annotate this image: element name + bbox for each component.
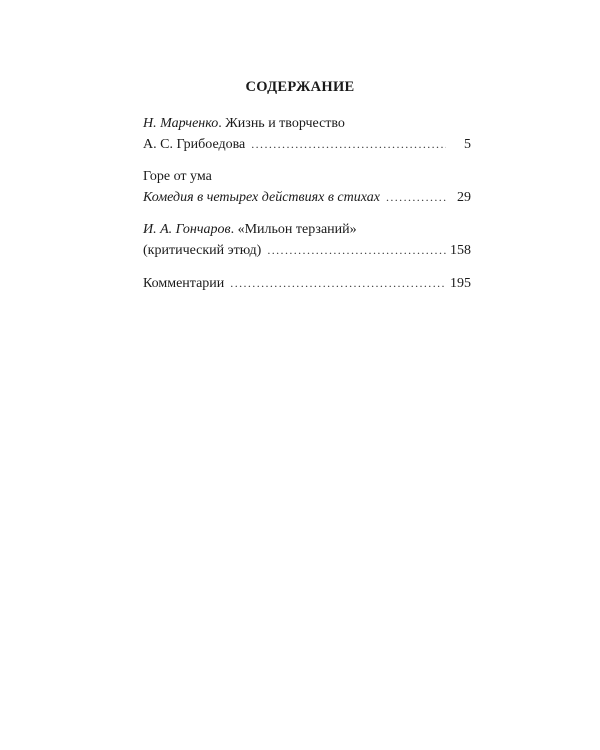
toc-entry-line	[143, 187, 471, 208]
toc-page-number: 158	[450, 243, 471, 258]
toc-page-number: 5	[464, 137, 471, 152]
toc-entry-line	[143, 114, 471, 134]
toc-entry-line	[143, 273, 471, 294]
toc-entry-heading	[143, 114, 345, 134]
toc-entry-marchenko	[143, 114, 471, 155]
toc-entry-line	[143, 134, 471, 155]
dot-leader	[386, 187, 446, 207]
toc-entry-author: И. А. Гончаров	[143, 222, 231, 237]
toc-entry-line	[143, 240, 471, 261]
toc-entry-gore-ot-uma	[143, 167, 471, 208]
table-of-contents	[143, 114, 471, 306]
toc-entry-title-continued: (критический этюд)	[143, 243, 262, 258]
toc-entry-line	[143, 220, 471, 240]
toc-entry-author: Н. Марченко	[143, 116, 219, 131]
toc-entry-kommentarii	[143, 273, 471, 294]
toc-entry-goncharov	[143, 220, 471, 261]
toc-title: СОДЕРЖАНИЕ	[245, 79, 355, 95]
dot-leader	[267, 240, 446, 260]
toc-entry-line	[143, 167, 471, 187]
toc-entry-title: . «Мильон терзаний»	[230, 222, 357, 237]
toc-page-number: 195	[450, 276, 471, 291]
toc-entry-title: . Жизнь и творчество	[218, 116, 345, 131]
toc-entry-title: Горе от ума	[143, 169, 212, 184]
toc-page-number: 29	[457, 190, 471, 205]
toc-entry-title: Комментарии	[143, 276, 225, 291]
toc-entry-heading	[143, 220, 357, 240]
dot-leader	[251, 134, 446, 154]
toc-entry-subtitle: Комедия в четырех действиях в стихах	[143, 190, 380, 205]
toc-entry-title-continued: А. С. Грибоедова	[143, 137, 246, 152]
dot-leader	[230, 273, 446, 293]
